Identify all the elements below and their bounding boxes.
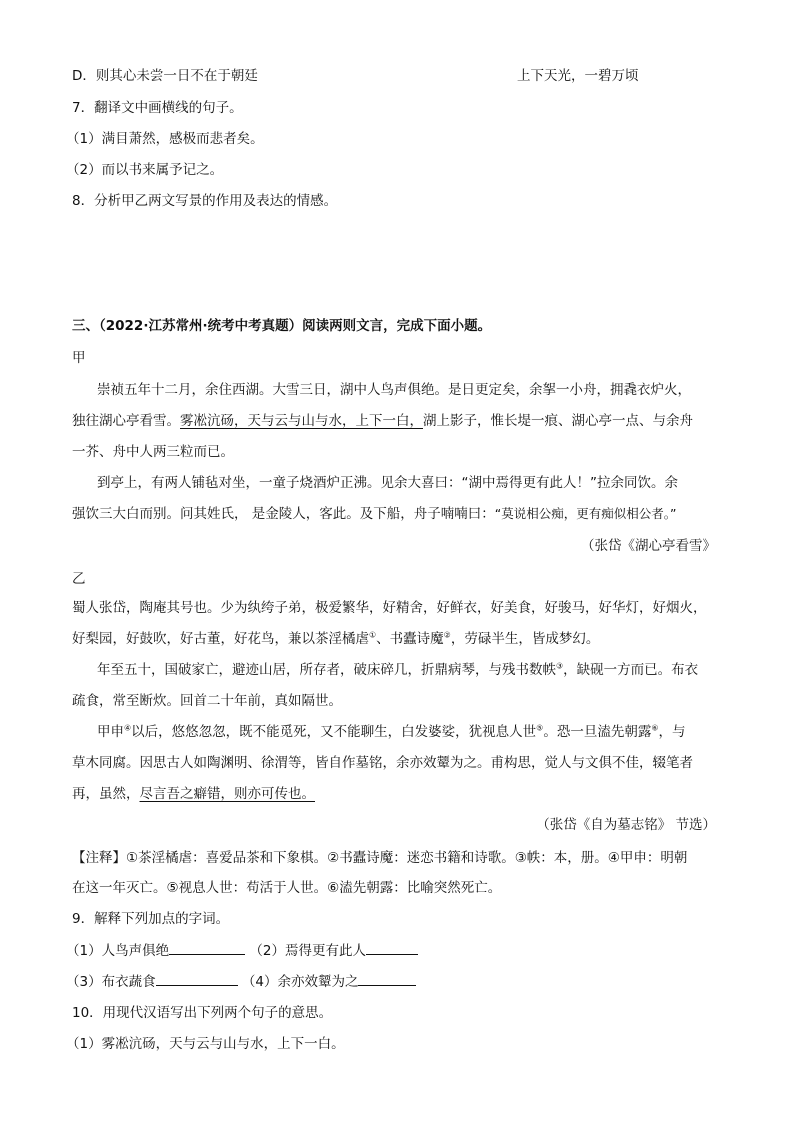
- jia-line-2-b: 湖上影子，惟长堤一痕、湖心亭一点、与余舟: [423, 413, 693, 429]
- jia-line-2: [72, 411, 693, 431]
- jia-source: （张岱《湖心亭看雪》: [581, 538, 716, 554]
- note-marker-4: ④: [124, 723, 132, 733]
- yi-line-2-a: 好梨园，好鼓吹，好古董，好花鸟，兼以茶淫橘虐: [72, 631, 369, 647]
- question-10: 10．用现代汉语写出下列两个句子的意思。: [72, 1005, 333, 1021]
- jia-line-5-a: 强饮三大白而别。问其姓氏， 是金陵人，客此。及下船，舟子喃喃曰：: [72, 506, 495, 522]
- answer-blank-3[interactable]: [156, 971, 238, 986]
- option-d-right: [517, 66, 639, 86]
- question-7-2: （2）而以书来属予记之。: [66, 162, 224, 178]
- question-7-1: （1）满目萧然，感极而悲者矣。: [66, 131, 264, 147]
- note-marker-6: ⑥: [651, 723, 659, 733]
- q9-item-1: （1）人鸟声俱绝: [66, 943, 170, 959]
- yi-line-7: [72, 784, 315, 804]
- q9-item-4: （4）余亦效颦为之: [241, 974, 359, 990]
- yi-underlined-sentence: 尽言吾之癖错，则亦可传也。: [139, 786, 315, 802]
- passage-jia-label: 甲: [72, 350, 86, 366]
- question-9-row-1: [66, 940, 418, 961]
- note-marker-3: ③: [556, 661, 564, 671]
- question-9-row-2: [66, 971, 416, 992]
- note-marker-5: ⑤: [536, 723, 544, 733]
- jia-line-5: [72, 504, 677, 524]
- question-8: 8．分析甲乙两文写景的作用及表达的情感。: [72, 193, 338, 209]
- jia-line-4: 到亭上，有两人铺毡对坐，一童子烧酒炉正沸。见余大喜曰：“湖中焉得更有此人！”拉余同饮。余: [97, 475, 678, 491]
- option-d-right-text: 上下天光，一碧万顷: [517, 68, 639, 84]
- answer-blank-1[interactable]: [169, 940, 245, 955]
- answer-blank-4[interactable]: [358, 971, 416, 986]
- yi-line-5-a: 甲申: [97, 724, 124, 740]
- yi-line-2-b: 、书蠹诗魔: [376, 631, 444, 647]
- jia-underlined-sentence: 雾凇沆砀，天与云与山与水，上下一白，: [180, 413, 423, 429]
- yi-source: （张岱《自为墓志铭》 节选）: [536, 817, 716, 833]
- yi-line-4: 疏食，常至断炊。回首二十年前，真如隔世。: [72, 693, 342, 709]
- yi-line-2-c: ，劳碌半生，皆成梦幻。: [450, 631, 600, 647]
- jia-line-1: 崇祯五年十二月，余住西湖。大雪三日，湖中人鸟声俱绝。是日更定矣，余挐一小舟，拥毳衣炉火，: [97, 382, 691, 398]
- jia-line-5-quote: “莫说相公痴，更有痴似相公者。”: [494, 506, 677, 521]
- notes-line-1: 【注释】①茶淫橘虐：喜爱品茶和下象棋。②书蠹诗魔：迷恋书籍和诗歌。③帙：本，册。④甲申：明朝: [72, 850, 688, 866]
- notes-line-2: 在这一年灭亡。⑤视息人世：苟活于人世。⑥溘先朝露：比喻突然死亡。: [72, 880, 502, 896]
- yi-line-3-a: 年至五十，国破家亡，避迹山居，所存者，破床碎几，折鼎病琴，与残书数帙: [97, 662, 556, 678]
- jia-line-2-a: 独往湖心亭看雪。: [72, 413, 180, 429]
- yi-line-5-b: 以后，悠悠忽忽，既不能觅死，又不能聊生，白发婆娑，犹视息人世: [131, 724, 537, 740]
- yi-line-5: [97, 722, 686, 742]
- option-d: [72, 66, 258, 86]
- yi-line-5-d: ，与: [658, 724, 686, 740]
- yi-line-6: 草木同腐。因思古人如陶渊明、徐渭等，皆自作墓铭，余亦效颦为之。甫构思，觉人与文俱不佳，辍笔者: [72, 755, 693, 771]
- yi-line-2: [72, 629, 599, 649]
- note-marker-2: ②: [443, 630, 451, 640]
- question-7: 7．翻译文中画横线的句子。: [72, 100, 243, 116]
- yi-line-3-b: ，缺砚一方而已。布衣: [563, 662, 699, 678]
- note-marker-1: ①: [369, 630, 377, 640]
- yi-line-7-a: 再，虽然，: [72, 786, 140, 802]
- yi-line-1: 蜀人张岱，陶庵其号也。少为纨绔子弟，极爱繁华，好精舍，好鲜衣，好美食，好骏马，好华灯，好烟火，: [72, 600, 707, 616]
- passage-yi-label: 乙: [72, 571, 86, 587]
- section-heading: 三、（2022·江苏常州·统考中考真题）阅读两则文言，完成下面小题。: [72, 318, 492, 334]
- answer-blank-2[interactable]: [366, 940, 418, 955]
- q9-item-2: （2）焉得更有此人: [249, 943, 366, 959]
- question-10-1: （1）雾凇沆砀，天与云与山与水，上下一白。: [66, 1036, 345, 1052]
- jia-line-3: 一芥、舟中人两三粒而已。: [72, 444, 234, 460]
- yi-line-3: [97, 660, 698, 680]
- option-d-text: D．则其心未尝一日不在于朝廷: [72, 68, 258, 84]
- question-9: 9．解释下列加点的字词。: [72, 911, 230, 927]
- q9-item-3: （3）布衣蔬食: [66, 974, 156, 990]
- yi-line-5-c: 。恐一旦溘先朝露: [543, 724, 652, 740]
